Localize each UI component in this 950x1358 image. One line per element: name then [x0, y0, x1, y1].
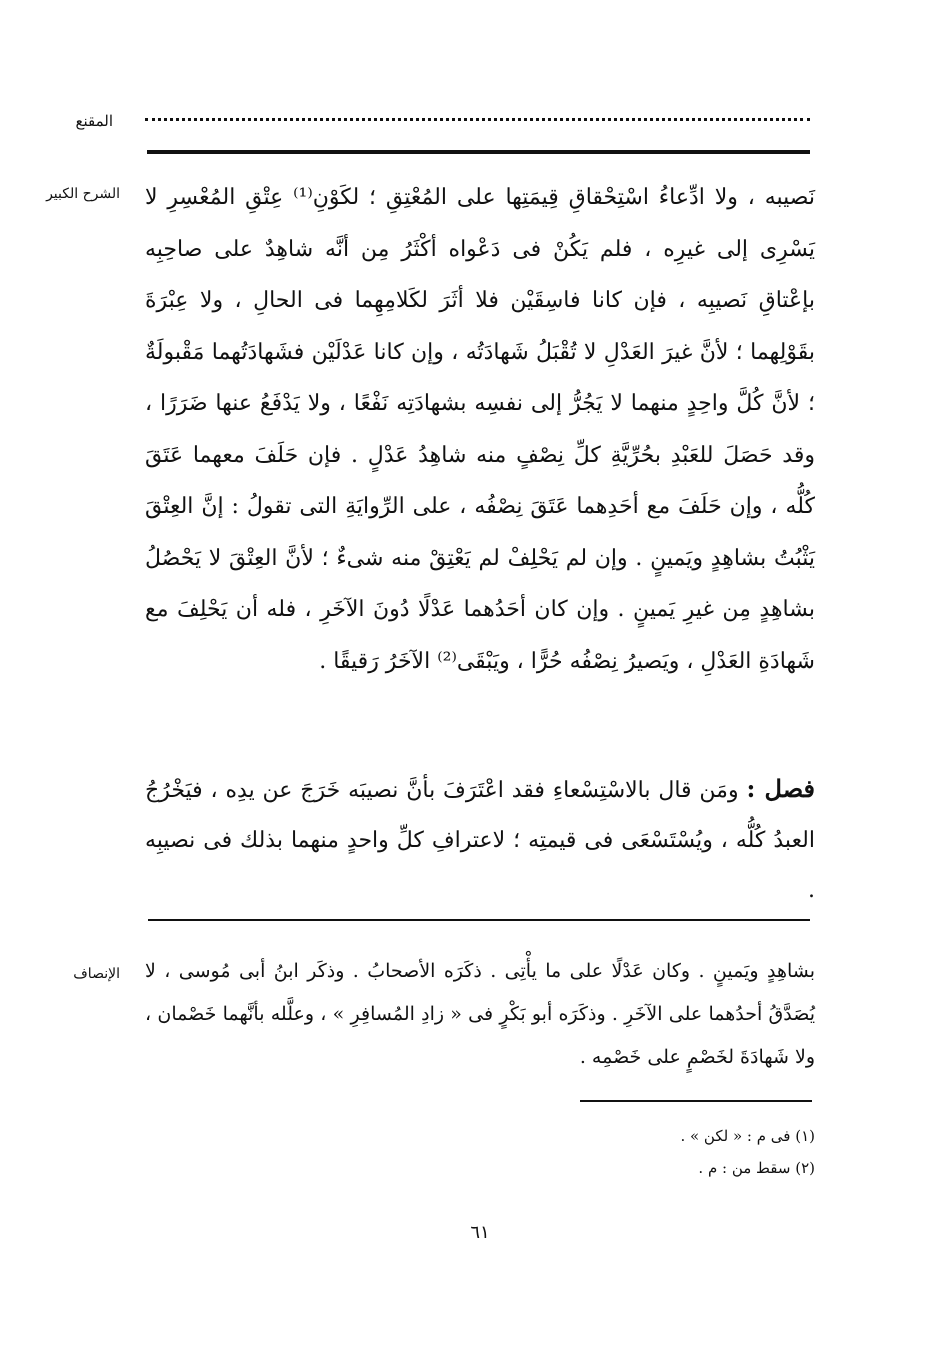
- insaf-paragraph: بشاهِدٍ ويَمينٍ . وكان عَدْلًا على ما يأْتِى . ذكَرَه الأصحابُ . وذكَر ابنُ أبى مُوسى ، لا يُصَدَّقُ أحدُهما على الآخَرِ . وذكَرَه أبو بَكْرٍ فى « زادِ المُسافِرِ » ، وعلَّله بأنَّهما خَصْمان ، ولا شَهادَةَ لخَصْمٍ على خَصْمِه .: [145, 960, 815, 1068]
- margin-label-insaf: الإنصاف: [73, 966, 120, 982]
- running-header-title: المقنع: [75, 112, 113, 130]
- page-number: ٦١: [470, 1222, 490, 1243]
- fasl-heading: فصل :: [746, 774, 815, 803]
- main-paragraph: نَصيبه ، ولا ادِّعاءُ اسْتِحْقاقِ قِيمَتِها على المُعْتِقِ ؛ لكَوْنِ⁽¹⁾ عِتْقِ المُعْسِرِ لا يَسْرِى إلى غيرِه ، فلم يَكُنْ فى دَعْواه أكْثَرُ مِن أنَّه شاهِدٌ على صاحِبِه بإعْتاقِ نَصيبِه ، فإن كانا فاسِقَيْن فلا أثَرَ لكَلامِهِما فى الحالِ ، ولا عِبْرَةَ بقَوْلِهما ؛ لأنَّ غيرَ العَدْلِ لا تُقْبَلُ شَهادَتُه ، وإن كانا عَدْلَيْن فشَهادَتُهما مَقْبولَةٌ ؛ لأنَّ كُلَّ واحِدٍ منهما لا يَجُرُّ إلى نفسِه بشهادَتِه نَفْعًا ، ولا يَدْفَعُ عنها ضَرَرًا ، وقد حَصَلَ للعَبْدِ بحُرِّيَّةِ كلِّ نِصْفٍ منه شاهِدُ عَدْلٍ . فإن حَلَفَ معهما عَتَقَ كُلُّه ، وإن حَلَفَ مع أحَدِهما عَتَقَ نِصْفُه ، على الرِّوايَةِ التى تقولُ : إنَّ العِتْقَ يَثْبُتُ بشاهِدٍ ويَمينٍ . وإن لم يَحْلِفْ لم يَعْتِقْ منه شىءٌ ؛ لأنَّ العِتْقَ لا يَحْصُلُ بشاهِدٍ مِن غيرِ يَمينٍ . وإن كان أحَدُهما عَدْلًا دُونَ الآخَرِ ، فله أن يَحْلِفَ مع شَهادَةِ العَدْلِ ، ويَصيرُ نِصْفُه حُرًّا ، ويَبْقَى⁽²⁾ الآخَرُ رَقيقًا .: [145, 185, 815, 674]
- header-rule: [147, 150, 810, 154]
- footnotes: [450, 1120, 815, 1184]
- footnote-rule: [580, 1100, 812, 1102]
- section-divider: [148, 919, 810, 921]
- margin-label-sharh: الشرح الكبير: [46, 186, 120, 202]
- footnote-1: (١) فى م : « لكن » .: [680, 1127, 815, 1145]
- insaf-text-block: [145, 950, 815, 1079]
- footnote-2: (٢) سقط من : م .: [698, 1159, 815, 1177]
- fasl-text: ومَن قال بالاسْتِسْعاءِ فقد اعْتَرَفَ بأنَّ نصيبَه خَرَجَ عن يدِه ، فيَخْرُجُ العبدُ كُلُّه ، ويُسْتَسْعَى فى قيمتِه ؛ لاعترافِ كلِّ واحدٍ منهما بذلك فى نصيبِه .: [145, 778, 815, 903]
- fasl-paragraph: [145, 764, 815, 916]
- header-dotted-line: [145, 118, 810, 123]
- fasl-section: [145, 764, 815, 916]
- main-text-block: [145, 172, 815, 687]
